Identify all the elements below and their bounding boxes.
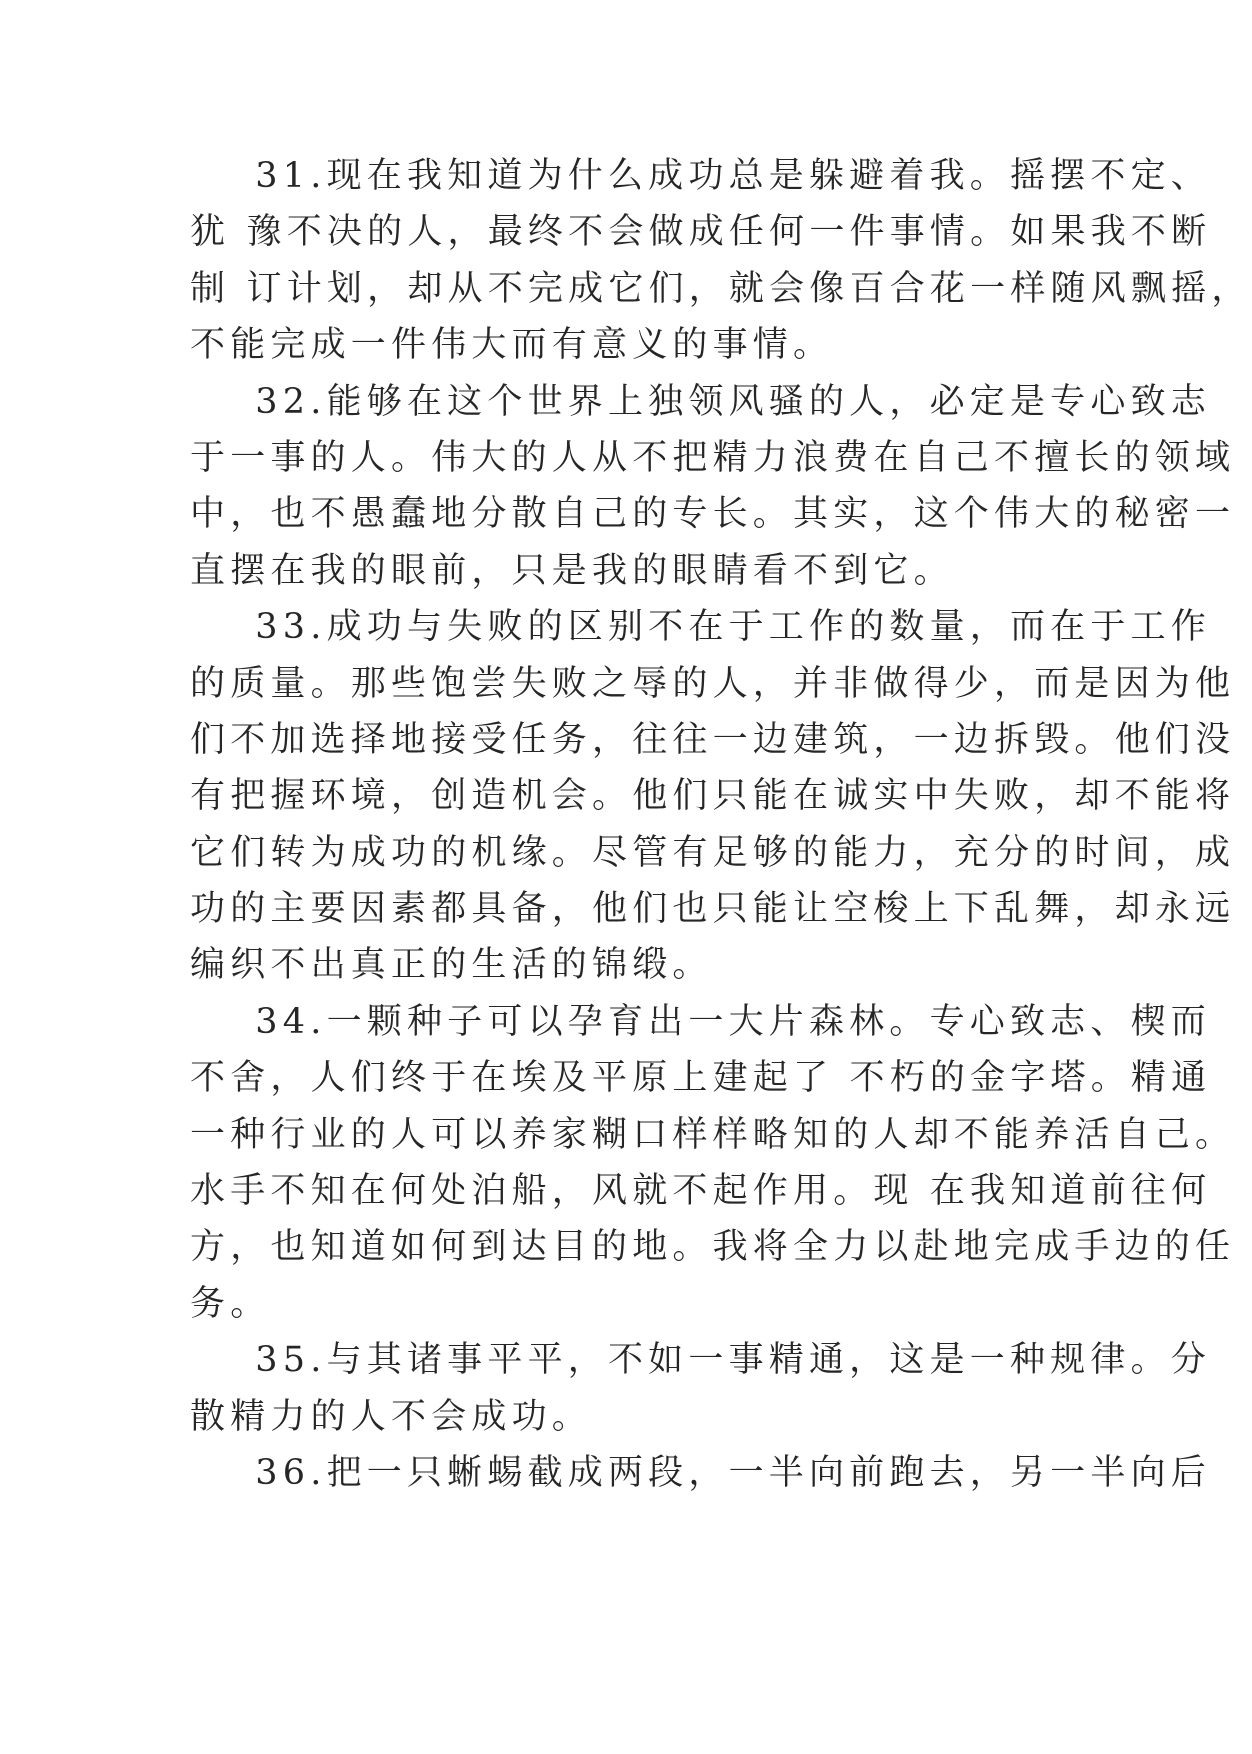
text-line: 31.现在我知道为什么成功总是躲避着我。摇摆不定、 [190,156,1211,196]
text-line: 一种行业的人可以养家糊口样样略知的人却不能养活自己。 [190,1114,1236,1155]
text-line: 它们转为成功的机缘。尽管有足够的能力，充分的时间，成 [190,832,1236,873]
text-line: 功的主要因素都具备，他们也只能让空梭上下乱舞，却永远 [190,889,1236,930]
text-line: 于一事的人。伟大的人从不把精力浪费在自己不擅长的领域 [190,437,1236,478]
text-line: 32.能够在这个世界上独领风骚的人，必定是专心致志 [190,381,1211,422]
body-text [190,148,1252,1501]
text-line: 编织不出真正的生活的锦缎。 [190,945,713,986]
text-line: 务。 [190,1283,271,1324]
text-line: 散精力的人不会成功。 [190,1396,593,1437]
text-line: 直摆在我的眼前，只是我的眼睛看不到它。 [190,550,954,591]
text-line: 们不加选择地接受任务，往往一边建筑，一边拆毁。他们没 [190,719,1236,760]
text-line: 不舍，人们终于在埃及平原上建起了 不朽的金字塔。精通 [190,1058,1212,1099]
text-line: 方，也知道如何到达目的地。我将全力以赴地完成手边的任 [190,1227,1236,1268]
text-line: 36.把一只蜥蜴截成两段，一半向前跑去，另一半向后 [190,1452,1211,1493]
text-line: 的质量。那些饱尝失败之辱的人，并非做得少，而是因为他 [190,663,1236,704]
text-line: 34.一颗种子可以孕育出一大片森林。专心致志、楔而 [190,1001,1211,1042]
text-line: 不能完成一件伟大而有意义的事情。 [190,325,834,366]
text-line: 有把握环境，创造机会。他们只能在诚实中失败，却不能将 [190,776,1236,817]
text-line: 中，也不愚蠢地分散自己的专长。其实，这个伟大的秘密一 [190,494,1236,535]
text-line: 33.成功与失败的区别不在于工作的数量，而在于工作 [190,607,1211,648]
text-line: 35.与其诸事平平，不如一事精通，这是一种规律。分 [190,1340,1211,1381]
text-line: 犹 豫不决的人，最终不会做成任何一件事情。如果我不断 [190,212,1212,253]
text-line: 水手不知在何处泊船，风就不起作用。现 在我知道前往何 [190,1171,1212,1212]
text-line: 制 订计划，却从不完成它们，就会像百合花一样随风飘摇， [190,268,1252,309]
